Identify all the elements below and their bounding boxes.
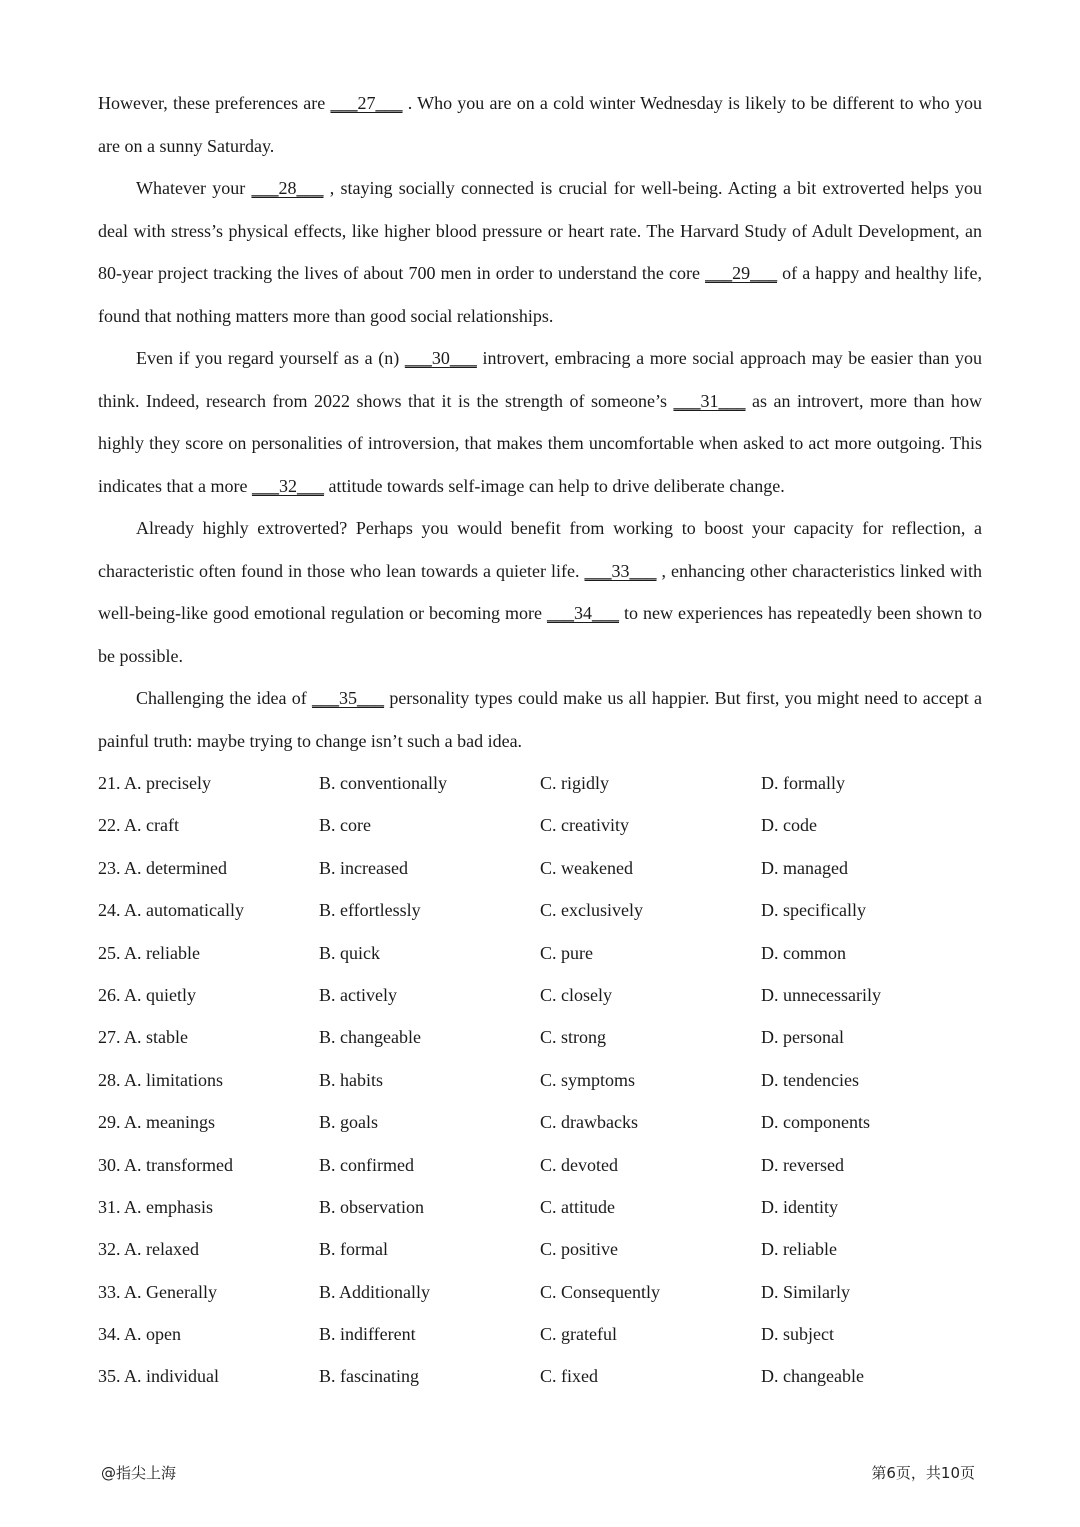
option-row	[98, 1059, 982, 1101]
option-c: C. weakened	[540, 857, 633, 878]
option-b: B. effortlessly	[319, 900, 421, 921]
option-c: C. drawbacks	[540, 1112, 638, 1133]
option-d: D. Similarly	[761, 1281, 850, 1302]
option-b: B. actively	[319, 984, 397, 1005]
option-b: B. increased	[319, 857, 408, 878]
option-d: D. code	[761, 815, 817, 836]
option-b: B. confirmed	[319, 1154, 414, 1175]
paragraph-4	[98, 507, 982, 677]
option-row	[98, 1355, 982, 1397]
option-c: C. closely	[540, 984, 612, 1005]
paragraph-5	[98, 677, 982, 762]
text: to new experiences has repeatedly been shown to be possible.	[98, 603, 982, 666]
option-d: D. tendencies	[761, 1069, 859, 1090]
text: Whatever your	[136, 178, 252, 198]
text: . Who you are on a cold winter Wednesday is likely to be different to who you are on a sunny Saturday.	[98, 93, 983, 156]
option-row	[98, 1101, 982, 1143]
text: as an introvert, more than how highly they score on personalities of introversion, that makes them uncomfortable when asked to act more outgoing. This indicates that a more	[98, 390, 983, 496]
option-b: B. formal	[319, 1239, 388, 1260]
blank-35: ___35___	[312, 688, 385, 708]
option-a: 31. A. emphasis	[98, 1196, 213, 1217]
footer-source: @指尖上海	[101, 1464, 177, 1482]
text: , enhancing other characteristics linked with well-being-like good emotional regulation or becoming more	[98, 560, 982, 623]
option-a: 23. A. determined	[98, 857, 227, 878]
option-row	[98, 1313, 982, 1355]
option-c: C. pure	[540, 942, 593, 963]
option-row	[98, 762, 982, 804]
option-a: 32. A. relaxed	[98, 1239, 199, 1260]
text: However, these preferences are	[98, 93, 331, 113]
blank-28: ___28___	[251, 178, 324, 198]
option-b: B. observation	[319, 1196, 424, 1217]
option-a: 30. A. transformed	[98, 1154, 233, 1175]
option-a: 29. A. meanings	[98, 1112, 215, 1133]
option-c: C. grateful	[540, 1324, 617, 1345]
text: Already highly extroverted? Perhaps you would benefit from working to boost your capacity for reflection, a characteristic often found in those who lean towards a quieter life.	[98, 518, 982, 581]
blank-29: ___29___	[705, 263, 778, 283]
option-c: C. strong	[540, 1027, 607, 1048]
option-c: C. Consequently	[540, 1281, 660, 1302]
option-d: D. reliable	[761, 1239, 837, 1260]
option-c: C. devoted	[540, 1154, 618, 1175]
document-body	[98, 82, 982, 1398]
option-b: B. habits	[319, 1069, 384, 1090]
option-b: B. quick	[319, 942, 380, 963]
option-b: B. goals	[319, 1112, 379, 1133]
option-d: D. specifically	[761, 900, 866, 921]
option-row	[98, 1271, 982, 1313]
option-b: B. changeable	[319, 1027, 421, 1048]
option-d: D. changeable	[761, 1366, 864, 1387]
option-a: 34. A. open	[98, 1324, 181, 1345]
option-a: 35. A. individual	[98, 1366, 219, 1387]
option-row	[98, 932, 982, 974]
blank-31: ___31___	[673, 390, 746, 411]
option-d: D. identity	[761, 1196, 838, 1217]
option-a: 27. A. stable	[98, 1027, 188, 1048]
option-b: B. conventionally	[319, 773, 447, 793]
blank-27: ___27___	[330, 93, 403, 113]
option-d: D. unnecessarily	[761, 984, 881, 1005]
paragraph-3	[98, 337, 982, 507]
option-b: B. core	[319, 815, 371, 836]
paragraph-2	[98, 167, 982, 337]
option-c: C. attitude	[540, 1196, 615, 1217]
blank-34: ___34___	[547, 603, 619, 623]
option-a: 26. A. quietly	[98, 984, 196, 1005]
option-a: 33. A. Generally	[98, 1281, 217, 1302]
option-c: C. symptoms	[540, 1069, 636, 1090]
option-row	[98, 1016, 982, 1058]
option-row	[98, 1186, 982, 1228]
blank-30: ___30___	[404, 348, 477, 368]
option-c: C. rigidly	[540, 773, 610, 793]
option-d: D. reversed	[761, 1154, 844, 1175]
option-b: B. Additionally	[319, 1281, 431, 1302]
option-row	[98, 974, 982, 1016]
text: attitude towards self-image can help to drive deliberate change.	[323, 475, 785, 496]
option-a: 22. A. craft	[98, 815, 179, 836]
option-d: D. personal	[761, 1027, 844, 1048]
option-c: C. exclusively	[540, 900, 643, 921]
option-c: C. creativity	[540, 815, 629, 836]
option-d: D. formally	[761, 773, 845, 793]
option-row	[98, 1228, 982, 1270]
option-row	[98, 889, 982, 931]
option-c: C. fixed	[540, 1366, 598, 1387]
text: of a happy and healthy life, found that nothing matters more than good social relationships.	[98, 263, 982, 326]
paragraph-1	[98, 82, 982, 167]
page-number: 第6页，共10页	[871, 1464, 975, 1482]
option-d: D. components	[761, 1112, 870, 1133]
blank-33: ___33___	[584, 560, 657, 581]
answer-options	[98, 762, 982, 1398]
option-d: D. managed	[761, 857, 848, 878]
text: Challenging the idea of	[136, 688, 313, 708]
blank-32: ___32___	[251, 475, 324, 496]
option-a: 25. A. reliable	[98, 942, 200, 963]
option-c: C. positive	[540, 1239, 619, 1260]
option-a: 24. A. automatically	[98, 900, 244, 921]
option-a: 21. A. precisely	[98, 773, 211, 793]
option-row	[98, 1144, 982, 1186]
option-row	[98, 804, 982, 846]
option-a: 28. A. limitations	[98, 1069, 224, 1090]
option-row	[98, 847, 982, 889]
text: introvert, embracing a more social approach may be easier than you think. Indeed, research from 2022 shows that it is the strength of someone’s	[98, 348, 982, 411]
option-b: B. indifferent	[319, 1324, 416, 1345]
option-b: B. fascinating	[319, 1366, 419, 1387]
option-d: D. subject	[761, 1324, 834, 1345]
text: Even if you regard yourself as a (n)	[136, 348, 405, 368]
option-d: D. common	[761, 942, 846, 963]
text: personality types could make us all happier. But first, you might need to accept a painful truth: maybe trying to change isn’t such a bad idea.	[98, 688, 982, 751]
text: , staying socially connected is crucial for well-being. Acting a bit extroverted helps you deal with stress’s physical effects, like higher blood pressure or heart rate. The Harvard Study of Adult Development, an 80-year project tracking the lives of about 700 men in order to understand the core	[98, 178, 982, 283]
